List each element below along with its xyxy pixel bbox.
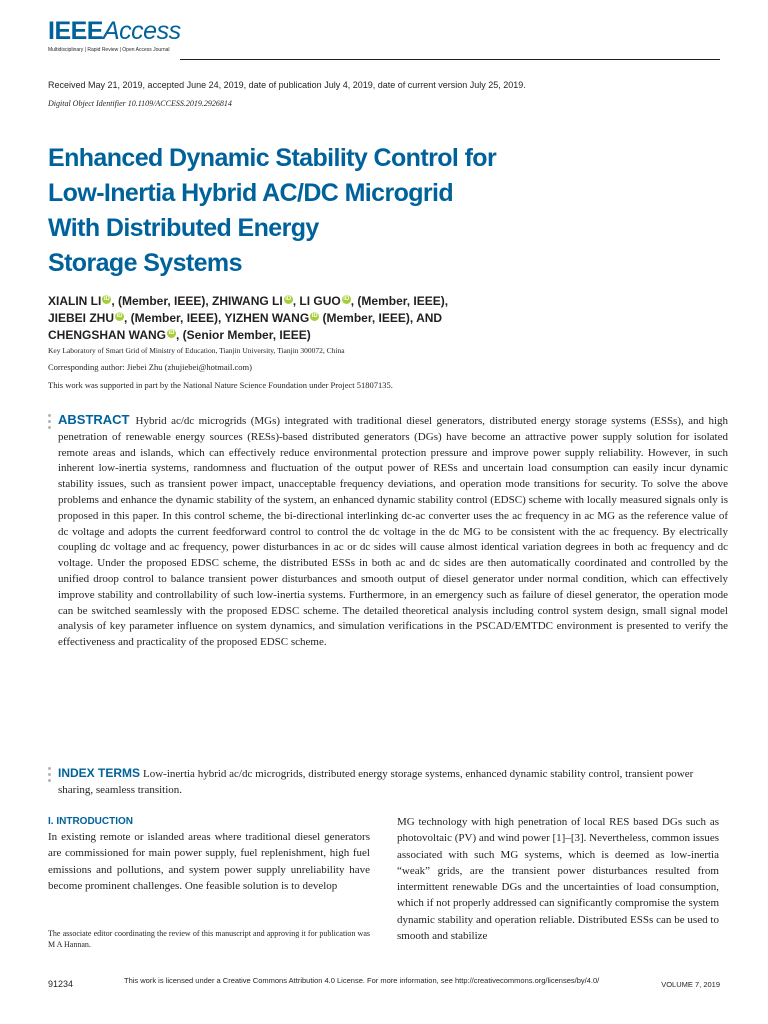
section-marker-icon	[48, 414, 52, 432]
volume-label: VOLUME 7, 2019	[661, 980, 720, 989]
author-name[interactable]: YIZHEN WANG	[224, 311, 310, 325]
affiliation: Key Laboratory of Smart Grid of Ministry of Education, Tianjin University, Tianjin 300072, China	[48, 346, 345, 355]
orcid-icon[interactable]: iD	[116, 313, 123, 319]
author-role: , (Member, IEEE),	[111, 294, 213, 308]
doi: Digital Object Identifier 10.1109/ACCESS.2019.2926814	[48, 99, 232, 108]
title-line: Low-Inertia Hybrid AC/DC Microgrid	[48, 179, 454, 207]
orcid-icon[interactable]: iD	[168, 330, 175, 336]
abstract	[58, 412, 728, 651]
author-name[interactable]: ZHIWANG LI	[212, 294, 283, 308]
funding-note: This work was supported in part by the National Nature Science Foundation under Project 51807135.	[48, 380, 393, 390]
orcid-icon[interactable]: iD	[103, 296, 110, 302]
author-role: , (Member, IEEE),	[350, 294, 449, 308]
index-terms	[58, 765, 728, 798]
author-name[interactable]: JIEBEI ZHU	[48, 311, 115, 325]
index-terms-text: Low-inertia hybrid ac/dc microgrids, distributed energy storage systems, enhanced dynamic stability control, transient power sharing, seamless transition.	[58, 768, 694, 796]
author-role: , (Member, IEEE),	[124, 311, 225, 325]
received-dates: Received May 21, 2019, accepted June 24, 2019, date of publication July 4, 2019, date of current version July 25, 2019.	[48, 80, 526, 90]
left-column	[48, 815, 370, 894]
author-name[interactable]: XIALIN LI	[48, 294, 102, 308]
orcid-icon[interactable]: iD	[311, 313, 318, 319]
title-line: Storage Systems	[48, 249, 242, 277]
page-number: 91234	[48, 979, 74, 989]
editor-footnote: The associate editor coordinating the review of this manuscript and approving it for publication was M A Hannan.	[48, 929, 370, 949]
journal-tagline: Multidisciplinary | Rapid Review | Open Access Journal	[48, 47, 170, 53]
orcid-icon[interactable]: iD	[285, 296, 292, 302]
license-notice[interactable]: This work is licensed under a Creative Commons Attribution 4.0 License. For more information, see http://creativecommons.org/licenses/by/4.0/	[124, 976, 600, 985]
intro-paragraph-continued: MG technology with high penetration of local RES based DGs such as photovoltaic (PV) and wind power [1]–[3]. Nevertheless, common issues associated with such MG systems, which is deemed as low-inertia “weak” grids, are the transient power disturbances resulted from intermittent renewable DGs and the uncertainties of load consumption, which if not properly addressed can significantly compromise the system dynamic stability and operation reliable. Distributed ESSs can be used to smooth and stabilize	[397, 816, 719, 943]
author-role: , (Senior Member, IEEE)	[176, 328, 311, 342]
section-marker-icon	[48, 767, 52, 785]
journal-logo	[48, 16, 181, 53]
orcid-icon[interactable]: iD	[343, 296, 350, 302]
title-line: Enhanced Dynamic Stability Control for	[48, 144, 497, 172]
intro-paragraph: In existing remote or islanded areas where traditional diesel generators are commissioned for main power supply, fuel replenishment, high fuel emissions and pollutions, and system power supply unreliability have become prominent challenges. One feasible solution is to develop	[48, 831, 370, 892]
author-name[interactable]: LI GUO	[299, 294, 341, 308]
paper-title	[48, 141, 648, 281]
index-terms-heading: INDEX TERMS	[58, 766, 141, 780]
corresponding-author: Corresponding author: Jiebei Zhu (zhujiebei@hotmail.com)	[48, 362, 252, 372]
author-role: ,	[292, 294, 300, 308]
header-rule	[180, 59, 720, 60]
title-line: With Distributed Energy	[48, 214, 319, 242]
logo-ieee: IEEE	[48, 17, 103, 45]
author-list	[48, 293, 728, 344]
abstract-heading: ABSTRACT	[58, 412, 130, 427]
section-heading: I. INTRODUCTION	[48, 816, 133, 827]
abstract-text: Hybrid ac/dc microgrids (MGs) integrated with traditional diesel generators, distributed energy storage systems (ESSs), and high penetration of renewable energy sources (RESs)-based distributed generators (DGs) have become an attractive power supply solution for isolated remote areas and islands, which can effectively reduce environmental protection pressure and improve power supply reliability. However, in such inherent low-inertia systems, randomness and fluctuation of the output power of RESs and uncertain load consumption can easily incur dynamic stability issues, such as transient power impact, unacceptable frequency deviations, and operation mode transitions for security. To solve the above problems and enhance the dynamic stability of the system, an enhanced dynamic stability control (EDSC) scheme with locally measured signals only is proposed in this paper. In this control scheme, the bi-directional interlinking dc-ac converter uses the ac frequency in ac MG as the reference value of dc voltage and adopts the current feedforward control to control the dc voltage in the dc MG to be consistent with the ac frequency. By electrically coupling dc voltage and ac frequency, power disturbances in ac or dc sides will cause almost identical variation degrees in both ac frequency and dc voltage. Under the proposed EDSC scheme, the distributed ESSs in both ac and dc sides are then automatically coordinated and controlled by the unified droop control to balance transient power disturbances and smooth output of diesel generator under normal condition, which can effectively improve stability and controllability of such low-inertia systems. Furthermore, in an emergency such as failure of diesel generator, the operation mode can be switched seamlessly with the proposed EDSC scheme. The detailed theoretical analysis including control system design, small signal model analysis of key parameter influence on system dynamics, and simulation verifications in the PSCAD/EMTDC environment is presented to verify the effectiveness and practicality of the proposed EDSC scheme.	[58, 415, 728, 649]
logo-access: Access	[102, 17, 181, 45]
author-role: (Member, IEEE), AND	[319, 311, 443, 325]
author-name[interactable]: CHENGSHAN WANG	[48, 328, 167, 342]
